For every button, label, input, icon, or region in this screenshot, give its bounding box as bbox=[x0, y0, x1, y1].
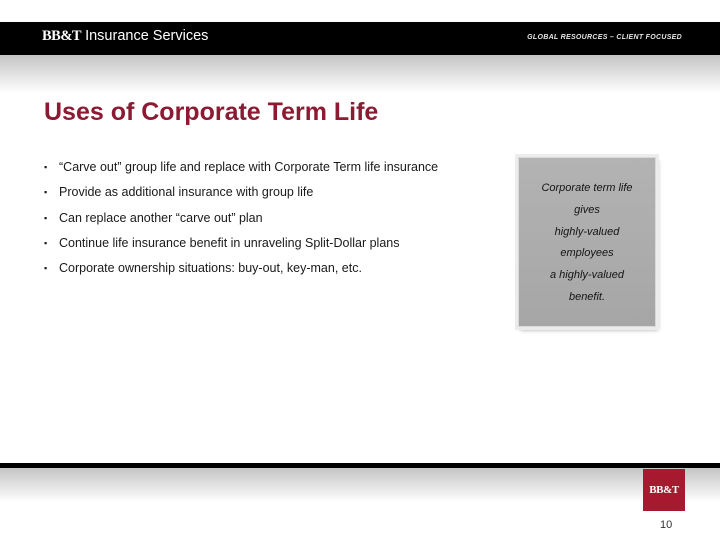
callout-line: a highly-valued bbox=[550, 269, 624, 282]
bullet-text: “Carve out” group life and replace with Corporate Term life insurance bbox=[59, 160, 439, 174]
callout-line: gives bbox=[574, 203, 600, 216]
callout-line: Corporate term life bbox=[541, 182, 633, 194]
footer-gradient bbox=[0, 468, 720, 502]
bullet-icon: ▪ bbox=[44, 263, 48, 274]
bullet-item bbox=[44, 183, 438, 208]
bullet-item bbox=[44, 234, 438, 259]
bullet-text: Can replace another “carve out” plan bbox=[59, 210, 263, 225]
callout-line: benefit. bbox=[568, 290, 606, 303]
callout-line: highly-valued bbox=[554, 225, 620, 238]
bullet-icon: ▪ bbox=[44, 212, 48, 223]
bullet-item bbox=[44, 158, 438, 183]
bullet-icon: ▪ bbox=[44, 187, 48, 198]
header-gradient bbox=[0, 55, 720, 93]
bullet-text: Provide as additional insurance with group life bbox=[59, 185, 314, 200]
slide-title: Uses of Corporate Term Life bbox=[44, 98, 379, 126]
brand-name: Insurance Services bbox=[85, 28, 209, 44]
callout-line: employees bbox=[560, 247, 614, 260]
bullet-icon: ▪ bbox=[44, 237, 48, 248]
header-tagline: GLOBAL RESOURCES – CLIENT FOCUSED bbox=[527, 34, 682, 41]
footer-logo-badge bbox=[643, 469, 685, 511]
bullet-list bbox=[44, 158, 438, 284]
bbt-logo: BB&T bbox=[42, 28, 82, 44]
footer-logo-text: BB&T bbox=[649, 484, 679, 496]
page-number: 10 bbox=[660, 519, 673, 531]
bullet-text: Continue life insurance benefit in unraveling Split-Dollar plans bbox=[59, 235, 400, 250]
bullet-icon: ▪ bbox=[44, 162, 48, 172]
bullet-item bbox=[44, 209, 438, 234]
bullet-item bbox=[44, 259, 438, 284]
bullet-text: Corporate ownership situations: buy-out, key-man, etc. bbox=[59, 261, 362, 276]
callout-box bbox=[518, 157, 656, 327]
header-bar bbox=[0, 22, 720, 55]
brand bbox=[42, 28, 208, 45]
